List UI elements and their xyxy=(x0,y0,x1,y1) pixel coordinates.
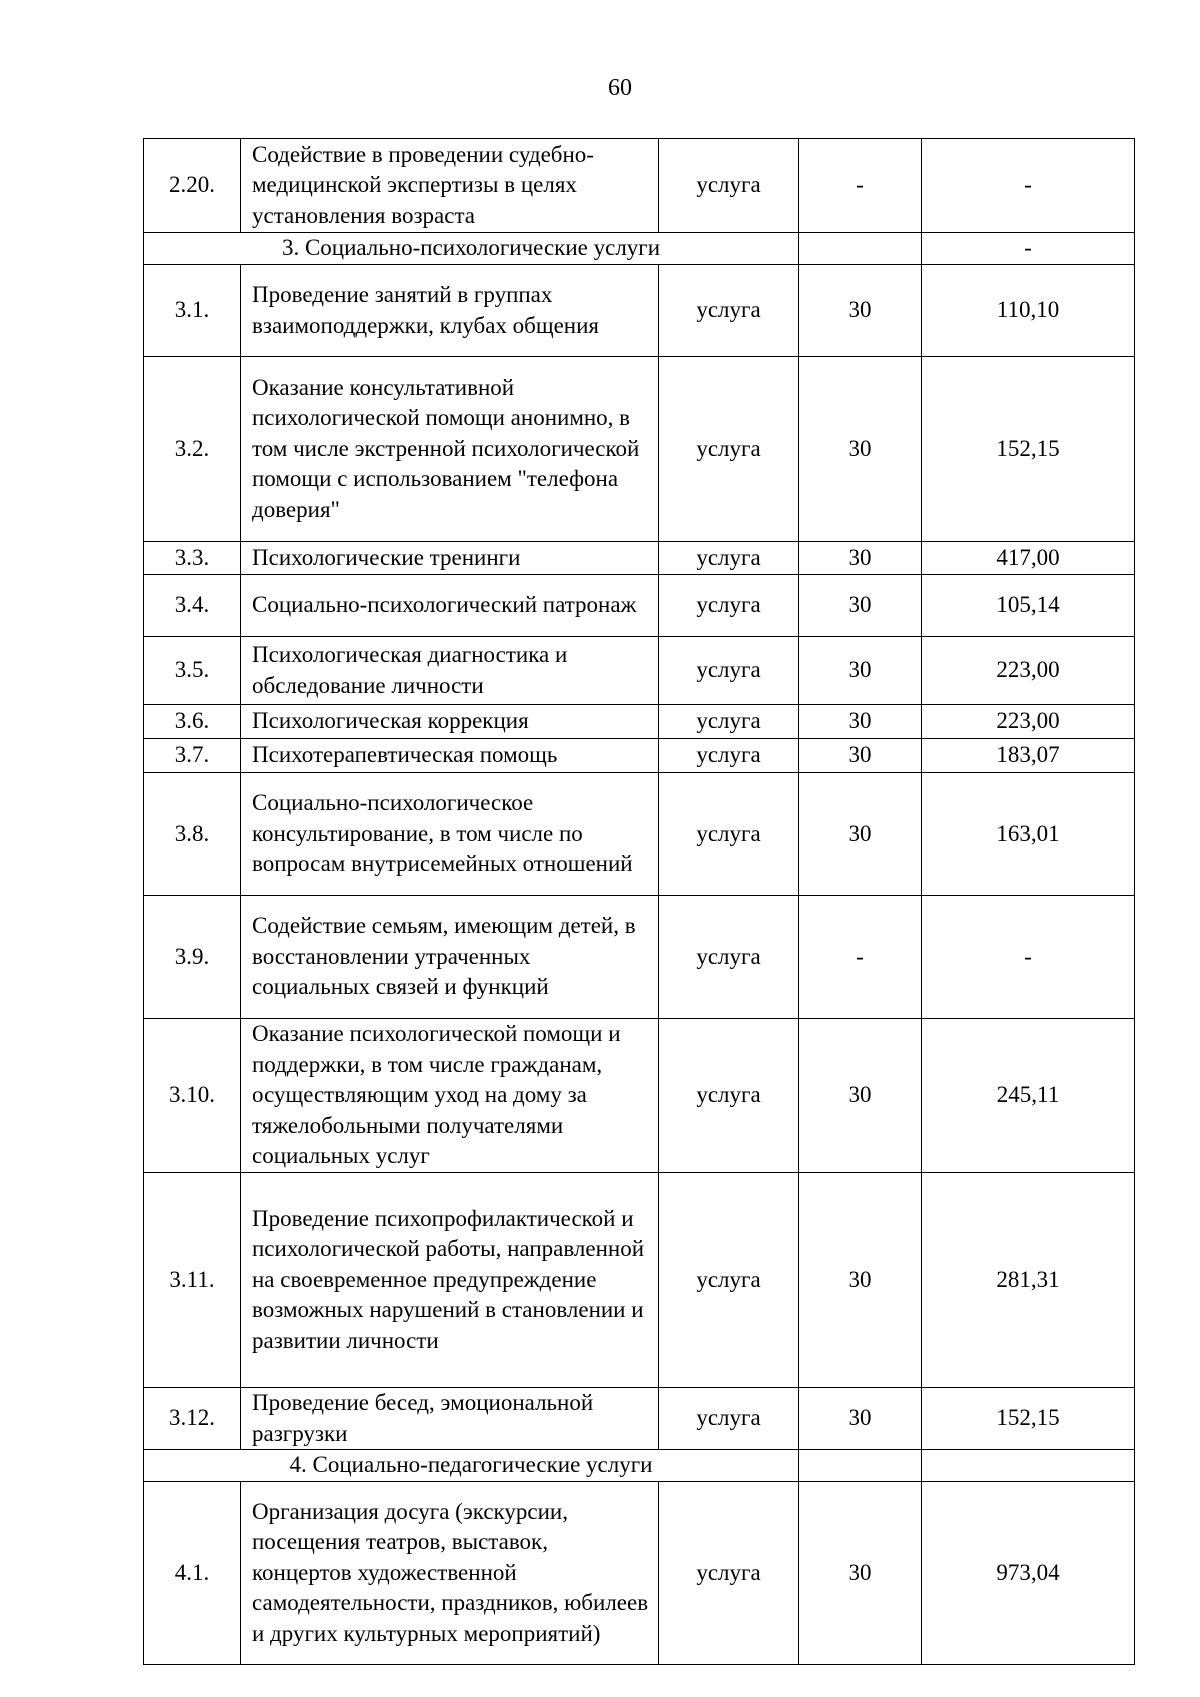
item-name: Содействие в проведении судебно-медицинской экспертизы в целях установления возраста xyxy=(241,139,659,233)
table-row xyxy=(144,357,1135,542)
item-unit: услуга xyxy=(659,575,799,637)
item-price: 417,00 xyxy=(922,542,1135,575)
item-price: 223,00 xyxy=(922,705,1135,739)
item-name: Психотерапевтическая помощь xyxy=(241,739,659,773)
item-name: Психологическая диагностика и обследование личности xyxy=(241,637,659,705)
item-quantity: 30 xyxy=(799,739,922,773)
table-row xyxy=(144,1173,1135,1388)
table-row xyxy=(144,575,1135,637)
item-unit: услуга xyxy=(659,265,799,357)
item-unit: услуга xyxy=(659,773,799,896)
item-number: 4.1. xyxy=(144,1482,241,1665)
item-name: Проведение бесед, эмоциональной разгрузки xyxy=(241,1388,659,1450)
item-quantity: 30 xyxy=(799,1388,922,1450)
item-number: 3.4. xyxy=(144,575,241,637)
item-price: 110,10 xyxy=(922,265,1135,357)
section-title: 4. Социально-педагогические услуги xyxy=(144,1450,799,1482)
page-number: 60 xyxy=(608,75,632,101)
table-row xyxy=(144,1019,1135,1173)
item-quantity: - xyxy=(799,139,922,233)
table-row xyxy=(144,637,1135,705)
table-row xyxy=(144,1388,1135,1450)
services-table-body xyxy=(144,139,1135,1665)
item-number: 3.5. xyxy=(144,637,241,705)
item-name: Социально-психологический патронаж xyxy=(241,575,659,637)
section-price xyxy=(922,1450,1135,1482)
item-unit: услуга xyxy=(659,896,799,1019)
item-quantity: 30 xyxy=(799,575,922,637)
item-unit: услуга xyxy=(659,542,799,575)
item-price: 973,04 xyxy=(922,1482,1135,1665)
item-name: Проведение психопрофилактической и психологической работы, направленной на своевременное предупреждение возможных нарушений в становлении и развитии личности xyxy=(241,1173,659,1388)
item-name: Оказание консультативной психологической помощи анонимно, в том числе экстренной психологической помощи с использованием "телефона доверия" xyxy=(241,357,659,542)
item-name: Проведение занятий в группах взаимоподдержки, клубах общения xyxy=(241,265,659,357)
item-unit: услуга xyxy=(659,1019,799,1173)
item-unit: услуга xyxy=(659,1482,799,1665)
item-name: Социально-психологическое консультирование, в том числе по вопросам внутрисемейных отношений xyxy=(241,773,659,896)
item-number: 2.20. xyxy=(144,139,241,233)
item-price: 163,01 xyxy=(922,773,1135,896)
table-row xyxy=(144,773,1135,896)
item-number: 3.9. xyxy=(144,896,241,1019)
item-price: 223,00 xyxy=(922,637,1135,705)
table-row xyxy=(144,705,1135,739)
services-table xyxy=(143,138,1135,1665)
item-price: 152,15 xyxy=(922,1388,1135,1450)
section-quantity xyxy=(799,1450,922,1482)
item-unit: услуга xyxy=(659,637,799,705)
table-row xyxy=(144,896,1135,1019)
item-price: 152,15 xyxy=(922,357,1135,542)
item-unit: услуга xyxy=(659,357,799,542)
item-number: 3.8. xyxy=(144,773,241,896)
item-quantity: 30 xyxy=(799,542,922,575)
section-row xyxy=(144,1450,1135,1482)
item-number: 3.7. xyxy=(144,739,241,773)
item-number: 3.10. xyxy=(144,1019,241,1173)
item-number: 3.3. xyxy=(144,542,241,575)
item-price: 183,07 xyxy=(922,739,1135,773)
item-number: 3.11. xyxy=(144,1173,241,1388)
item-number: 3.2. xyxy=(144,357,241,542)
item-name: Организация досуга (экскурсии, посещения театров, выставок, концертов художественной самодеятельности, праздников, юбилеев и других культурных мероприятий) xyxy=(241,1482,659,1665)
table-row xyxy=(144,139,1135,233)
section-quantity xyxy=(799,233,922,265)
item-unit: услуга xyxy=(659,739,799,773)
item-number: 3.12. xyxy=(144,1388,241,1450)
section-title: 3. Социально-психологические услуги xyxy=(144,233,799,265)
table-row xyxy=(144,265,1135,357)
item-quantity: - xyxy=(799,896,922,1019)
item-name: Содействие семьям, имеющим детей, в восстановлении утраченных социальных связей и функций xyxy=(241,896,659,1019)
item-unit: услуга xyxy=(659,1173,799,1388)
item-name: Оказание психологической помощи и поддержки, в том числе гражданам, осуществляющим уход на дому за тяжелобольными получателями социальных услуг xyxy=(241,1019,659,1173)
item-number: 3.1. xyxy=(144,265,241,357)
item-quantity: 30 xyxy=(799,637,922,705)
item-price: 105,14 xyxy=(922,575,1135,637)
item-quantity: 30 xyxy=(799,357,922,542)
item-quantity: 30 xyxy=(799,1482,922,1665)
table-row xyxy=(144,739,1135,773)
table-row xyxy=(144,542,1135,575)
item-number: 3.6. xyxy=(144,705,241,739)
item-unit: услуга xyxy=(659,139,799,233)
section-row xyxy=(144,233,1135,265)
item-name: Психологические тренинги xyxy=(241,542,659,575)
item-price: - xyxy=(922,139,1135,233)
item-quantity: 30 xyxy=(799,705,922,739)
item-unit: услуга xyxy=(659,705,799,739)
item-quantity: 30 xyxy=(799,1173,922,1388)
item-price: - xyxy=(922,896,1135,1019)
item-quantity: 30 xyxy=(799,265,922,357)
item-quantity: 30 xyxy=(799,773,922,896)
item-price: 281,31 xyxy=(922,1173,1135,1388)
item-name: Психологическая коррекция xyxy=(241,705,659,739)
item-quantity: 30 xyxy=(799,1019,922,1173)
item-unit: услуга xyxy=(659,1388,799,1450)
section-price: - xyxy=(922,233,1135,265)
item-price: 245,11 xyxy=(922,1019,1135,1173)
table-row xyxy=(144,1482,1135,1665)
